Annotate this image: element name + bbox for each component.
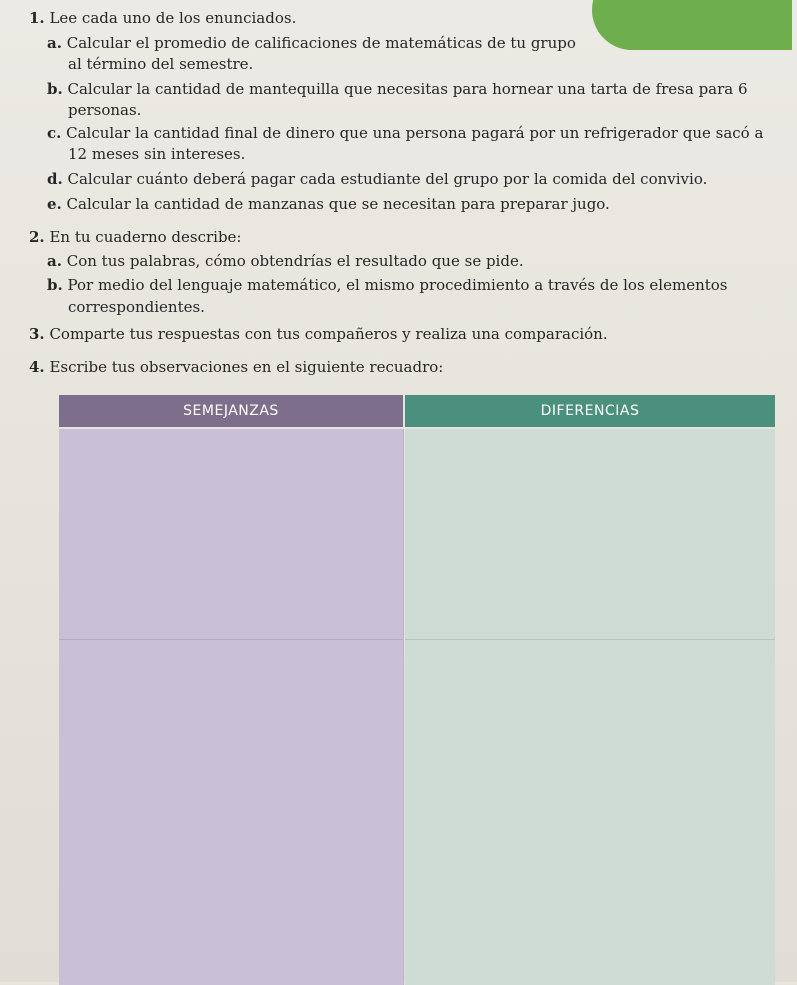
sub-item-text: 12 meses sin intereses.: [68, 145, 246, 163]
sub-item-text: Calcular la cantidad de manzanas que se necesitan para preparar jugo.: [66, 195, 610, 213]
sub-item-1d: [47, 170, 707, 188]
sub-item-1b: [47, 80, 748, 98]
sub-item-1a-cont: [68, 55, 253, 73]
sub-item-letter: a.: [47, 34, 62, 52]
sub-item-1b-cont: [68, 101, 141, 119]
comparison-table: [59, 395, 775, 985]
instruction-text: En tu cuaderno describe:: [49, 228, 242, 246]
instruction-number: 2.: [29, 228, 45, 246]
sub-item-letter: c.: [47, 124, 62, 142]
sub-item-text: Calcular el promedio de calificaciones de matemáticas de tu grupo: [66, 34, 576, 52]
diferencias-header-label: DIFERENCIAS: [540, 403, 640, 419]
instruction-number: 4.: [29, 358, 45, 376]
sub-item-letter: a.: [47, 252, 62, 270]
sub-item-2b: [47, 276, 728, 294]
sub-item-text: Por medio del lenguaje matemático, el mismo procedimiento a través de los elementos: [67, 276, 728, 294]
sub-item-2b-cont: [68, 298, 205, 316]
sub-item-text: personas.: [68, 101, 142, 119]
sub-item-letter: b.: [47, 276, 63, 294]
sub-item-2a: [47, 252, 524, 270]
sub-item-text: Calcular la cantidad final de dinero que una persona pagará por un refrigerador que sacó a: [66, 124, 764, 142]
green-corner-tab: [592, 0, 792, 50]
instruction-3: [29, 325, 608, 343]
instruction-number: 1.: [29, 9, 45, 27]
sub-item-1e: [47, 195, 610, 213]
sub-item-text: Calcular la cantidad de mantequilla que necesitas para hornear una tarta de fresa para 6: [67, 80, 748, 98]
semejanzas-header-label: SEMEJANZAS: [183, 403, 279, 419]
faint-rule: [59, 639, 403, 640]
instruction-1: [29, 9, 296, 27]
sub-item-letter: d.: [47, 170, 63, 188]
sub-item-text: Calcular cuánto deberá pagar cada estudiante del grupo por la comida del convivio.: [67, 170, 708, 188]
sub-item-1c: [47, 124, 763, 142]
instruction-4: [29, 358, 443, 376]
sub-item-text: Con tus palabras, cómo obtendrías el resultado que se pide.: [66, 252, 524, 270]
instruction-number: 3.: [29, 325, 45, 343]
instruction-text: Lee cada uno de los enunciados.: [49, 9, 297, 27]
diferencias-header: [405, 395, 775, 427]
diferencias-answer-area[interactable]: [405, 429, 775, 985]
sub-item-1a: [47, 34, 576, 52]
semejanzas-answer-area[interactable]: [59, 429, 404, 985]
sub-item-letter: e.: [47, 195, 62, 213]
faint-rule: [405, 639, 775, 640]
sub-item-1c-cont: [68, 145, 245, 163]
instruction-text: Comparte tus respuestas con tus compañeros y realiza una comparación.: [49, 325, 608, 343]
instruction-2: [29, 228, 241, 246]
sub-item-text: al término del semestre.: [68, 55, 254, 73]
sub-item-text: correspondientes.: [68, 298, 205, 316]
semejanzas-header: [59, 395, 403, 427]
sub-item-letter: b.: [47, 80, 63, 98]
instruction-text: Escribe tus observaciones en el siguiente recuadro:: [49, 358, 444, 376]
